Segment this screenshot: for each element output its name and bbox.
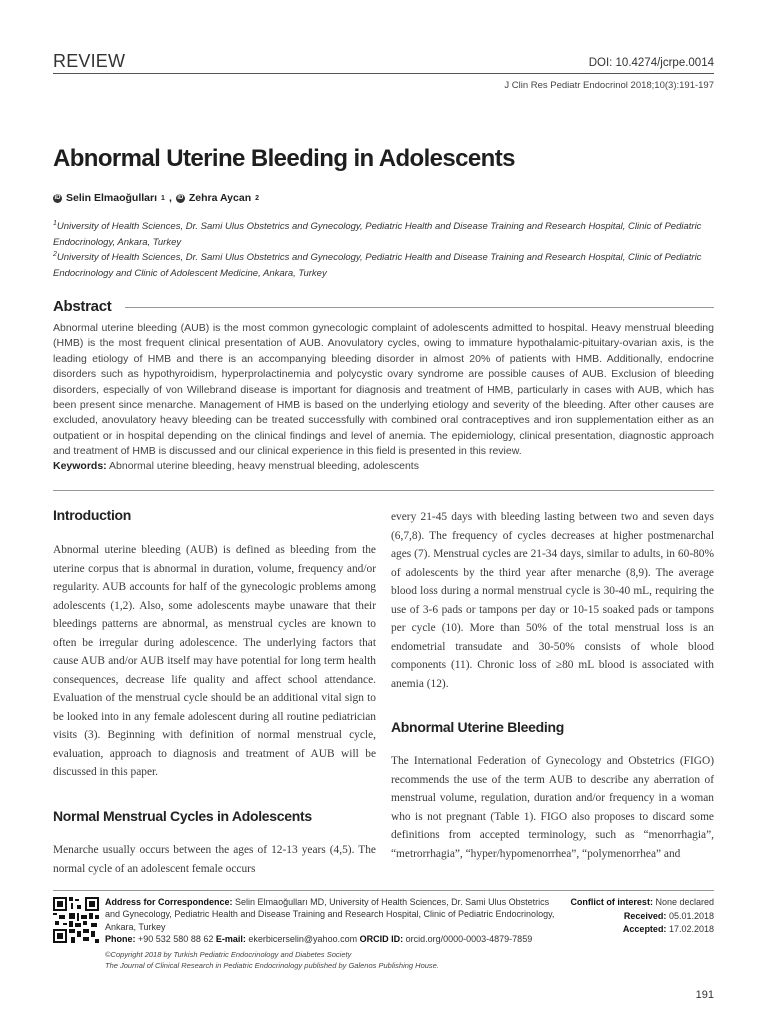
abstract-text: Abnormal uterine bleeding (AUB) is the most common gynecologic complaint of adolescents admitted to hospital. Heavy menstrual bleeding (HMB) is the most frequent clinical presentation of AUB. Anovulatory cycles, owing to immature hypothalamic-pituitary-ovarian axis, is the leading etiology of HMB and there is an accompanying bleeding disorder in almost 20% of patients with HMB. Additionally, endocrine disorders such as hypothyroidism, hyperprolactinemia and polycystic ovary syndrome are possible causes of AUB. Exclusion of bleeding disorders, especially of von Willebrand disease is important for diagnosis and treatment of HMB, particularly in cases with AUB, which has been present since menarche. Management of HMB is based on the underlying etiology and severity of the bleeding. After other causes are excluded, anovulatory heavy bleeding can be treated successfully with combined oral contraceptives and iron supplementation either as an outpatient or in hospital depending on the clinical findings and level of anemia. The epidemiology, clinical presentation, diagnostic approach and treatment of HMB is discussed and our clinical experience in this field is presented in this review. [53, 322, 714, 458]
section-heading-normal-cycles: Normal Menstrual Cycles in Adolescents [53, 808, 312, 824]
affiliation-text: University of Health Sciences, Dr. Sami Ulus Obstetrics and Gynecology, Pediatric Health and Disease Training and Research Hospital, Clinic of Pediatric Endocrinology, Ankara, Turkey [53, 221, 702, 249]
section-label: REVIEW [53, 51, 126, 71]
correspondence-text: Selin Elmaoğulları MD, University of Health Sciences, Dr. Sami Ulus Obstetrics and Gynecology, Pediatric Health and Disease Training and Research Hospital, Clinic of Pediatric Endocrinology, Ankara, Turkey [105, 897, 555, 932]
received-date: 05.01.2018 [668, 910, 714, 921]
accepted-label: Accepted: [622, 924, 667, 934]
affiliation [53, 216, 723, 251]
article-title: Abnormal Uterine Bleeding in Adolescents [53, 145, 515, 172]
email-label: E-mail: [215, 934, 246, 945]
keywords-text: Abnormal uterine bleeding, heavy menstrual bleeding, adolescents [109, 460, 419, 472]
accepted-date: 17.02.2018 [668, 924, 714, 934]
introduction-text: Abnormal uterine bleeding (AUB) is defined as bleeding from the uterine corpus that is abnormal in duration, volume, frequency and/or regularity. AUB accounts for half of the gynecologic problems among adolescents (1,2). Also, some adolescents maybe unaware that their bleedings patterns are abnormal, as menstrual cycles are known to often be irregular during adolescence. The underlying factors that cause AUB and/or AUB itself may have potential for long term health consequences, decrease life quality and affect school attendance. Evaluation of the menstrual cycle should be an additional vital sign to be looked into in any female adolescent during all routine pediatrician visits (3). Beginning with definition of normal menstrual cycle, evaluation, approach to diagnosis and treatment of AUB will be discussed in this paper. [53, 544, 376, 778]
correspondence-label: Address for Correspondence: [105, 897, 233, 907]
author-name: Selin Elmaoğulları [66, 192, 158, 204]
correspondence [105, 896, 555, 946]
email[interactable]: ekerbicerselin@yahoo.com [248, 934, 358, 945]
article-dates [570, 896, 714, 937]
affiliation-sup: 1 [53, 220, 57, 227]
copyright-line: ©Copyright 2018 by Turkish Pediatric Endocrinology and Diabetes Society [105, 950, 352, 959]
phone-label: Phone: [105, 934, 136, 945]
normal-cycles-text: Menarche usually occurs between the ages of 12-13 years (4,5). The normal cycle of an adolescent female occurs [53, 844, 376, 875]
header-rule [53, 73, 714, 74]
abstract-heading: Abstract [53, 298, 112, 315]
publisher-line: The Journal of Clinical Research in Pediatric Endocrinology published by Galenos Publishing House. [105, 961, 439, 970]
abstract-divider [53, 490, 714, 491]
orcid-icon[interactable]: iD [54, 194, 61, 201]
orcid-label: ORCID ID: [359, 934, 404, 945]
affiliation [53, 247, 723, 282]
page-number: 191 [695, 989, 714, 1001]
normal-cycles-continued-text: every 21-45 days with bleeding lasting between two and seven days (6,7,8). The frequency of cycles decreases at higher postmenarchal ages (7). Menstrual cycles are 21-34 days, similar to adults, in 60-80% of adolescents by the third year after menarche (8,9). The average blood loss during a normal menstrual cycle is 30-40 mL, requiring the use of 3-6 pads or tampons per day or 10-15 soaked pads or tampons per cycle (10). More than 50% of the total menstrual loss is an endometrial transudate and 30-50% consists of whole blood components (11). Chronic loss of ≥80 mL blood is associated with anemia (12). [391, 511, 714, 690]
doi[interactable]: DOI: 10.4274/jcrpe.0014 [588, 57, 714, 69]
citation: J Clin Res Pediatr Endocrinol 2018;10(3):191-197 [504, 80, 714, 91]
keywords-label: Keywords: [53, 460, 107, 472]
section-heading-introduction: Introduction [53, 507, 132, 523]
affiliation-sup: 2 [53, 251, 57, 258]
author-list [53, 192, 259, 204]
author-separator: , [168, 192, 172, 204]
abstract-rule [125, 307, 714, 308]
author-sup: 2 [255, 194, 260, 202]
received-label: Received: [623, 910, 667, 921]
footer-rule [53, 890, 714, 891]
orcid-icon[interactable]: iD [177, 194, 184, 201]
section-heading-aub: Abnormal Uterine Bleeding [391, 719, 564, 735]
affiliation-text: University of Health Sciences, Dr. Sami Ulus Obstetrics and Gynecology, Pediatric Health and Disease Training and Research Hospital, Clinic of Pediatric Endocrinology and Clinic of Adolescent Medicine, Ankara, Turkey [53, 252, 702, 280]
conflict: None declared [655, 897, 714, 907]
conflict-label: Conflict of interest: [570, 897, 653, 907]
author-name: Zehra Aycan [188, 192, 252, 204]
aub-text: The International Federation of Gynecology and Obstetrics (FIGO) recommends the use of the term AUB to describe any aberration of menstrual volume, regulation, duration and/or frequency in a woman who is not pregnant (Table 1). FIGO also proposes to discard some definitions from accepted terminology, such as “menorrhagia”, “metrorrhagia”, “hyper/hypomenorrhea”, “polymenorrhea” and [391, 755, 714, 860]
qr-code-icon[interactable] [53, 897, 99, 943]
orcid-link[interactable]: orcid.org/0000-0003-4879-7859 [405, 934, 533, 945]
phone: +90 532 580 88 62 [138, 934, 214, 945]
author-sup: 1 [161, 194, 165, 202]
keywords [53, 460, 714, 472]
copyright [105, 949, 439, 971]
